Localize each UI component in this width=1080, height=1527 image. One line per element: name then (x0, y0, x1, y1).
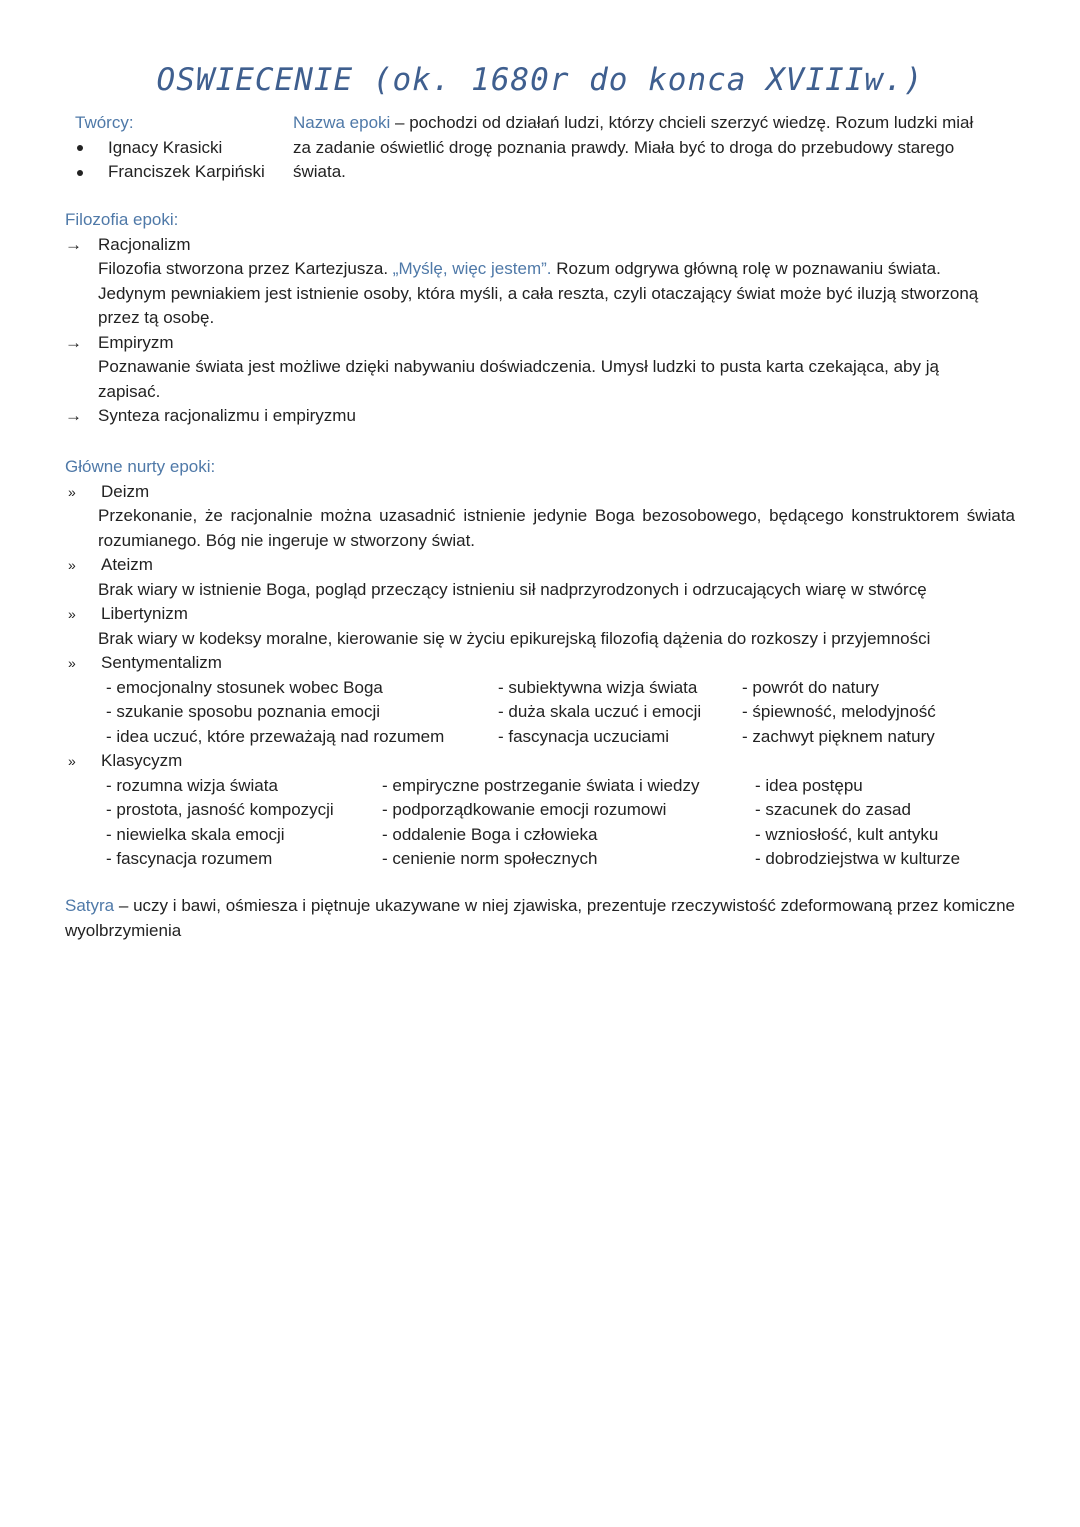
satire-paragraph (65, 894, 1015, 943)
feature-item: - prostota, jasność kompozycji (106, 800, 334, 819)
descartes-quote: „Myślę, więc jestem”. (392, 259, 552, 278)
feature-column (106, 774, 382, 872)
arrow-right-icon: → (65, 332, 82, 352)
chevron-icon: » (68, 557, 76, 573)
feature-item: - emocjonalny stosunek wobec Boga (106, 677, 383, 697)
feature-item: - subiektywna wizja świata (498, 677, 698, 697)
description-text: Rozum odgrywa główną rolę w poznawaniu świata. Jedynym pewniakiem jest istnienie osoby, która myśli, a cała reszta, czyli otaczający świat może być iluzją stworzoną przez tą osobę. (98, 259, 979, 327)
philosophy-name: Racjonalizm (98, 234, 191, 254)
philosophy-section (65, 208, 1015, 429)
feature-item: - dobrodziejstwa w kulturze (755, 849, 961, 868)
author-name: Ignacy Krasicki (108, 137, 223, 157)
feature-item: - cenienie norm społecznych (382, 849, 598, 868)
feature-item: - zachwyt pięknem natury (742, 726, 935, 746)
satire-text: – uczy i bawi, ośmiesza i piętnuje ukazywane w niej zjawiska, prezentuje rzeczywistość zdeformowaną przez komiczne wyolbrzymienia (65, 896, 1015, 940)
movement-name: Sentymentalizm (101, 653, 222, 672)
movement-item (65, 602, 1015, 627)
feature-item: - rozumna wizja świata (106, 775, 278, 795)
author-item (75, 136, 285, 161)
chevron-icon: » (68, 655, 76, 671)
feature-column (498, 676, 742, 750)
author-name: Franciszek Karpiński (108, 162, 265, 181)
feature-item: - fascynacja uczuciami (498, 726, 670, 746)
satire-label: Satyra (65, 896, 115, 915)
chevron-icon: » (68, 753, 76, 769)
feature-item: - niewielka skala emocji (106, 824, 285, 844)
arrow-right-icon: → (65, 406, 82, 425)
movement-description: Brak wiary w kodeksy moralne, kierowanie się w życiu epikurejską filozofią dążenia do rozkoszy i przyjemności (98, 628, 931, 648)
feature-item: - oddalenie Boga i człowieka (382, 824, 598, 844)
feature-item: - idea uczuć, które przeważają nad rozumem (106, 726, 445, 746)
authors-heading: Twórcy: (75, 113, 134, 132)
author-item (75, 160, 285, 185)
bullet-icon (77, 145, 83, 151)
philosophy-name: Synteza racjonalizmu i empiryzmu (98, 406, 356, 425)
feature-item: - idea postępu (755, 775, 863, 795)
feature-item: - empiryczne postrzeganie świata i wiedzy (382, 775, 700, 795)
feature-column (382, 774, 755, 872)
epoch-name-paragraph (293, 111, 983, 185)
movements-section (65, 455, 1015, 872)
movement-feature-columns (65, 676, 1015, 750)
feature-item: - szukanie sposobu poznania emocji (106, 702, 381, 721)
philosophy-item (65, 331, 1015, 356)
philosophy-item (65, 404, 1015, 429)
movement-feature-columns (65, 774, 1015, 872)
feature-item: - fascynacja rozumem (106, 849, 273, 868)
movement-description: Brak wiary w istnienie Boga, pogląd przeczący istnieniu sił nadprzyrodzonych i odrzucających wiarę w stwórcę (98, 579, 927, 599)
philosophy-description: Poznawanie świata jest możliwe dzięki nabywaniu doświadczenia. Umysł ludzki to pusta karta czekająca, aby ją zapisać. (98, 357, 939, 401)
movement-item (65, 651, 1015, 676)
movement-item (65, 553, 1015, 578)
authors-section (75, 111, 285, 185)
page-title: OSWIECENIE (ok. 1680r do konca XVIIIw.) (156, 62, 924, 98)
bullet-icon (77, 170, 83, 176)
feature-column (106, 676, 498, 750)
epoch-name-label: Nazwa epoki (293, 113, 391, 132)
feature-item: - duża skala uczuć i emocji (498, 702, 702, 721)
movements-heading: Główne nurty epoki: (65, 457, 216, 476)
movement-description: Przekonanie, że racjonalnie można uzasadnić istnienie jedynie Boga bezosobowego, będącego konstruktorem świata rozumianego. Bóg nie ingeruje w stworzony świat. (98, 506, 1015, 550)
feature-item: - szacunek do zasad (755, 800, 911, 819)
movement-name: Klasycyzm (101, 751, 183, 770)
movement-name: Libertynizm (101, 604, 188, 623)
epoch-name-text: – pochodzi od działań ludzi, którzy chcieli szerzyć wiedzę. Rozum ludzki miał za zadanie oświetlić drogę poznania prawdy. Miała być to droga do przebudowy starego świata. (293, 113, 974, 181)
philosophy-heading: Filozofia epoki: (65, 210, 179, 229)
chevron-icon: » (68, 483, 76, 500)
movement-item (65, 480, 1015, 505)
philosophy-item (65, 233, 1015, 258)
chevron-icon: » (68, 606, 76, 622)
movement-item (65, 749, 1015, 774)
movement-name: Ateizm (101, 555, 153, 574)
arrow-right-icon: → (65, 234, 82, 254)
feature-column (742, 676, 936, 750)
feature-item: - wzniosłość, kult antyku (755, 824, 939, 844)
feature-item: - powrót do natury (742, 677, 880, 697)
feature-column (755, 774, 960, 872)
philosophy-description (65, 257, 998, 331)
description-text: Filozofia stworzona przez Kartezjusza. (98, 259, 393, 278)
feature-item: - śpiewność, melodyjność (742, 702, 936, 721)
philosophy-name: Empiryzm (98, 332, 174, 352)
movement-name: Deizm (101, 481, 150, 501)
feature-item: - podporządkowanie emocji rozumowi (382, 800, 667, 819)
